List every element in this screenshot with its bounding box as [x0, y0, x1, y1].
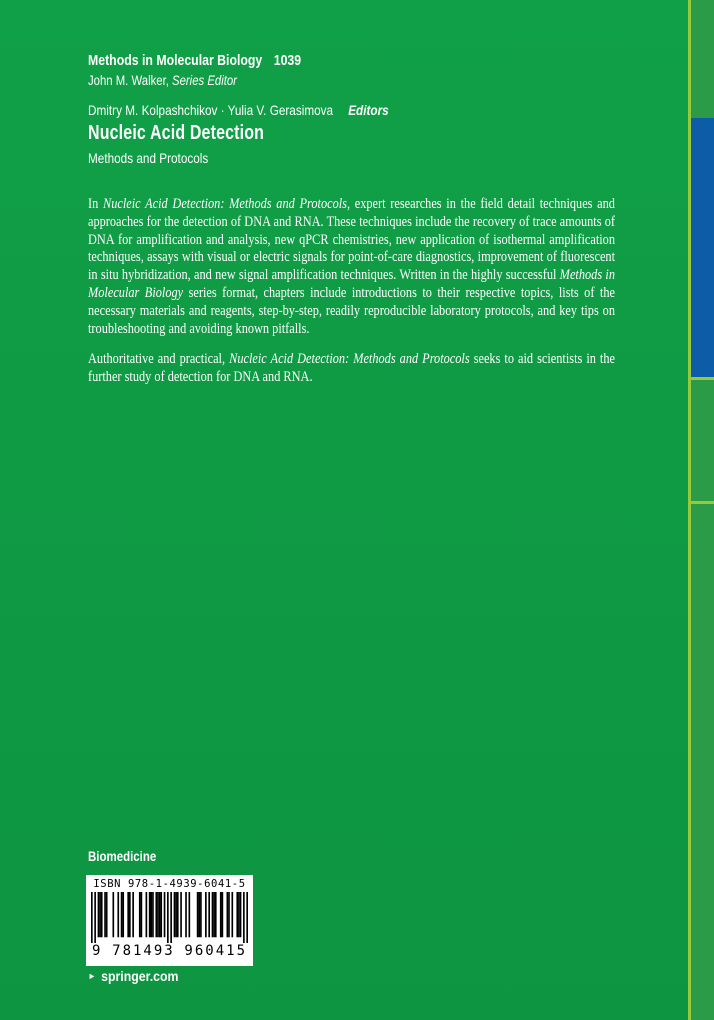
description-paragraph: Authoritative and practical, Nucleic Acid Detection: Methods and Protocols seeks to aid scientists in the further study of detection for DNA and RNA.	[88, 351, 615, 386]
editors-role-label: Editors	[348, 102, 389, 118]
series-editor-line	[88, 73, 237, 88]
book-subtitle: Methods and Protocols	[88, 150, 209, 166]
book-title: Nucleic Acid Detection	[88, 121, 265, 144]
series-number: 1039	[273, 52, 302, 69]
isbn-barcode	[86, 875, 253, 966]
back-cover-description	[88, 196, 615, 400]
springer-url-label: springer.com	[101, 968, 179, 984]
editors-line	[88, 102, 389, 118]
series-editor-name: John M. Walker,	[88, 73, 169, 88]
editor-names: Dmitry M. Kolpashchikov · Yulia V. Gerasimova	[88, 102, 334, 118]
category-label: Biomedicine	[88, 849, 157, 864]
springer-link	[88, 968, 179, 984]
spine-strip	[691, 0, 714, 1020]
spine-blue-band	[691, 118, 714, 377]
series-title: Methods in Molecular Biology	[88, 52, 263, 69]
isbn-label: ISBN 978-1-4939-6041-5	[93, 878, 246, 890]
series-title-line	[88, 52, 301, 69]
barcode-digit-group: 960415	[184, 943, 247, 959]
barcode-digit-group: 781493	[112, 943, 175, 959]
barcode-digit-group: 9	[92, 943, 103, 959]
spine-separator-line-bottom	[691, 501, 714, 504]
series-editor-role: Series Editor	[172, 73, 237, 88]
description-paragraph: In Nucleic Acid Detection: Methods and Protocols, expert researches in the field detail techniques and approaches for the detection of DNA and RNA. These techniques include the recovery of trace amounts of DNA for amplification and analysis, new qPCR chemistries, new application of isothermal amplification techniques, assays with visual or electric signals for point-of-care diagnostics, improvement of fluorescent in situ hybridization, and new signal amplification techniques. Written in the highly successful Methods in Molecular Biology series format, chapters include introductions to their respective topics, lists of the necessary materials and reagents, step-by-step, readily reproducible laboratory protocols, and key tips on troubleshooting and avoiding known pitfalls.	[88, 196, 615, 337]
spine-separator-line-top	[691, 377, 714, 380]
barcode-bars	[91, 892, 248, 944]
arrow-right-icon: ►	[88, 970, 96, 981]
barcode-digits	[91, 943, 248, 959]
